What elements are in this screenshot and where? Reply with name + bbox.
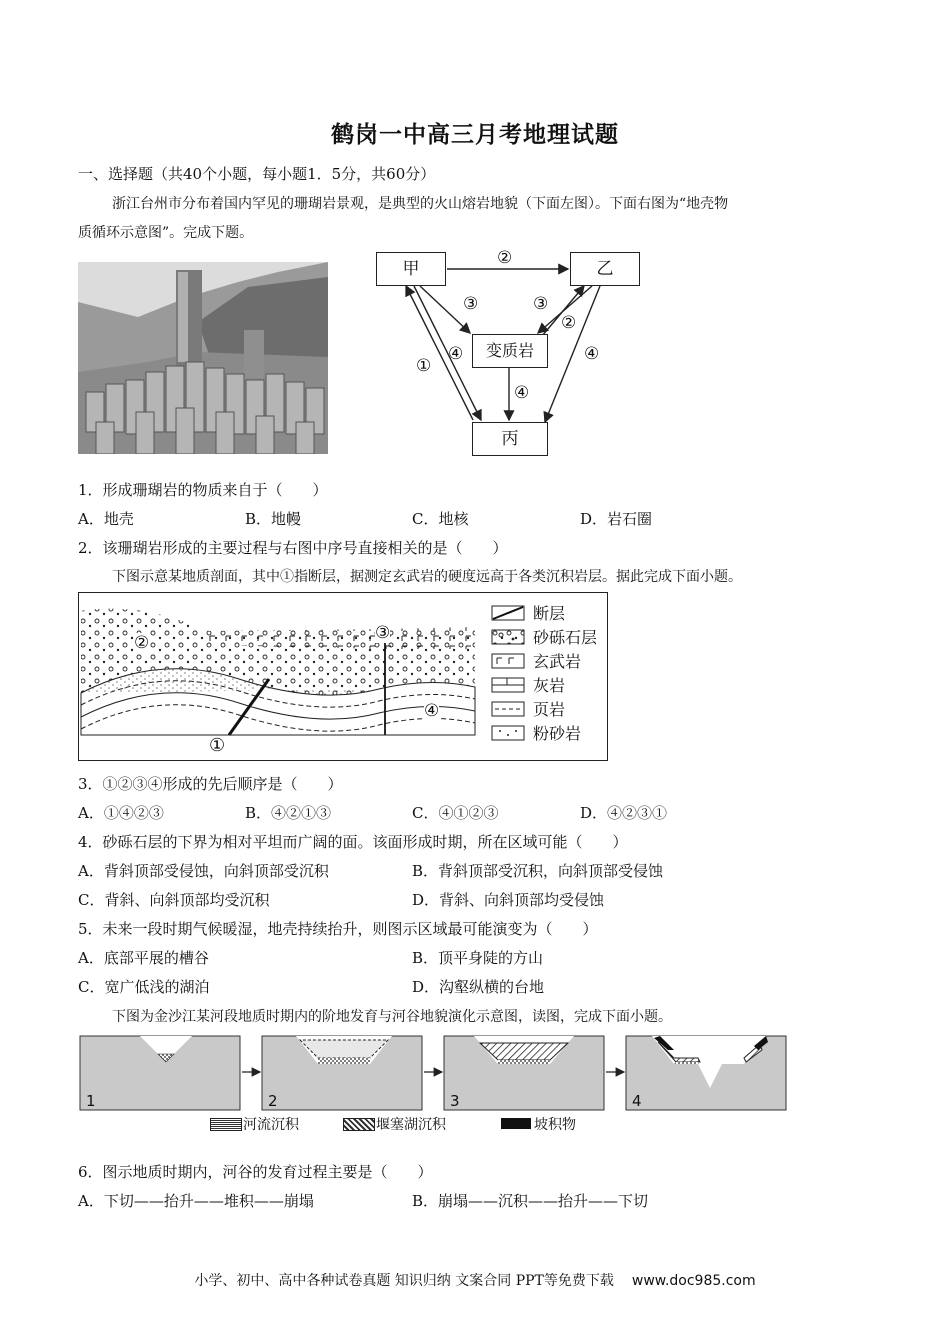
arrow-label-2-right: ② (561, 313, 577, 333)
arrow-label-4-left: ④ (448, 344, 464, 364)
intro3: 下图为金沙江某河段地质时期内的阶地发育与河谷地貌演化示意图，读图，完成下面小题。 (112, 1009, 672, 1025)
q3-option-b: B．④②①③ (245, 804, 332, 822)
arrow-label-4-right: ④ (584, 344, 600, 364)
coral-rock-photo (78, 262, 328, 454)
q6-option-b: B．崩塌——沉积——抬升——下切 (412, 1192, 649, 1210)
q4-option-d: D．背斜、向斜顶部均受侵蚀 (412, 891, 605, 909)
footer-text: 小学、初中、高中各种试卷真题 知识归纳 文案合同 PPT等免费下载 (194, 1273, 614, 1289)
q5-stem: 5．未来一段时期气候暖湿，地壳持续抬升，则图示区域最可能演变为（ ） (78, 920, 598, 938)
valley-panel-2-label: 2 (268, 1092, 278, 1110)
q1-option-c: C．地核 (412, 510, 469, 528)
q5-option-d: D．沟壑纵横的台地 (412, 978, 545, 996)
q3-option-d: D．④②③① (580, 804, 668, 822)
legend-river-deposit-swatch (210, 1118, 242, 1131)
box-yi: 乙 (570, 252, 640, 286)
q1-stem: 1．形成珊瑚岩的物质来自于（ ） (78, 481, 328, 499)
box-metamorphic-rock: 变质岩 (472, 334, 548, 368)
legend-lake-deposit-swatch (343, 1118, 375, 1131)
q1-option-d: D．岩石圈 (580, 510, 653, 528)
arrow-label-3-left: ③ (463, 294, 479, 314)
crust-cycle-diagram (370, 250, 650, 460)
valley-panel-4-label: 4 (632, 1092, 642, 1110)
valley-panel-1-label: 1 (86, 1092, 96, 1110)
arrow-label-1: ① (416, 356, 432, 376)
legend-river-deposit: 河流沉积 (243, 1117, 299, 1133)
q3-stem: 3．①②③④形成的先后顺序是（ ） (78, 775, 343, 793)
q1-option-a: A．地壳 (78, 510, 134, 528)
page-title: 鹤岗一中高三月考地理试题 (331, 121, 619, 148)
legend-colluvium-swatch (501, 1118, 531, 1129)
q3-option-a: A．①④②③ (78, 804, 164, 822)
arrow-label-4-down: ④ (514, 383, 530, 403)
geo-label-1: ① (209, 735, 226, 756)
intro1-line1: 浙江台州市分布着国内罕见的珊瑚岩景观，是典型的火山熔岩地貌（下面左图）。下面右图为“地壳物 (112, 196, 729, 212)
legend-colluvium: 坡积物 (534, 1117, 576, 1133)
arrow-label-3-right: ③ (533, 294, 549, 314)
intro1-line2: 质循环示意图”。完成下题。 (78, 225, 254, 241)
q4-option-b: B．背斜顶部受沉积，向斜顶部受侵蚀 (412, 862, 664, 880)
geo-label-3: ③ (375, 623, 391, 643)
geo-label-4: ④ (424, 701, 440, 721)
page-footer (0, 1270, 950, 1290)
geo-label-2: ② (134, 633, 150, 653)
q5-option-b: B．顶平身陡的方山 (412, 949, 544, 967)
arrow-label-2-top: ② (497, 248, 513, 268)
q2-stem: 2．该珊瑚岩形成的主要过程与右图中序号直接相关的是（ ） (78, 539, 508, 557)
q6-option-a: A．下切——抬升——堆积——崩塌 (78, 1192, 314, 1210)
q6-stem: 6．图示地质时期内，河谷的发育过程主要是（ ） (78, 1163, 433, 1181)
footer-url[interactable]: www.doc985.com (631, 1273, 756, 1289)
valley-panel-3-label: 3 (450, 1092, 460, 1110)
box-jia: 甲 (376, 252, 446, 286)
section-header: 一、选择题（共40个小题，每小题1．5分，共60分） (78, 165, 436, 183)
q4-stem: 4．砂砾石层的下界为相对平坦而广阔的面。该面形成时期，所在区域可能（ ） (78, 833, 628, 851)
legend-lake-deposit: 堰塞湖沉积 (376, 1117, 446, 1133)
q1-option-b: B．地幔 (245, 510, 302, 528)
valley-evolution-figure (78, 1030, 798, 1142)
intro2: 下图示意某地质剖面，其中①指断层，据测定玄武岩的硬度远高于各类沉积岩层。据此完成下面小题。 (112, 569, 742, 585)
q4-option-a: A．背斜顶部受侵蚀，向斜顶部受沉积 (78, 862, 329, 880)
q4-option-c: C．背斜、向斜顶部均受沉积 (78, 891, 270, 909)
box-bing: 丙 (472, 422, 548, 456)
geologic-section-figure: ② ③ ④ ① 断层 砂砾石层 玄武岩 灰岩 页岩 粉砂岩 (78, 592, 608, 761)
q5-option-c: C．宽广低浅的湖泊 (78, 978, 210, 996)
q3-option-c: C．④①②③ (412, 804, 499, 822)
q5-option-a: A．底部平展的槽谷 (78, 949, 209, 967)
